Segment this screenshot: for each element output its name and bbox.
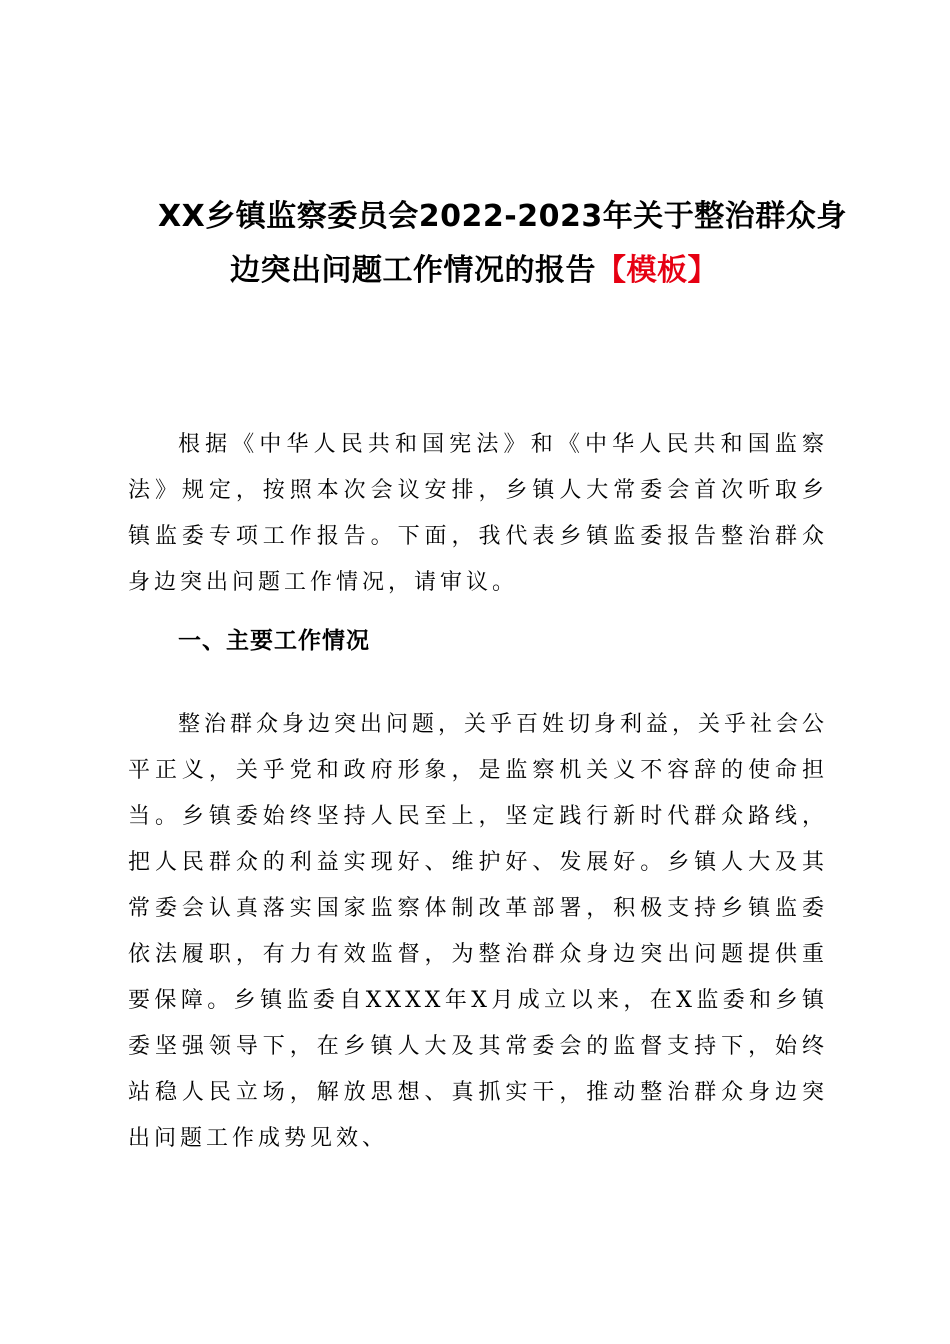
- title-line-2: [120, 244, 860, 298]
- document-title: [120, 190, 860, 298]
- section-heading: 一、主要工作情况: [178, 628, 370, 654]
- template-tag: 【模板】: [596, 253, 718, 288]
- intro-paragraph: 根据《中华人民共和国宪法》和《中华人民共和国监察法》规定，按照本次会议安排，乡镇人大常委会首次听取乡镇监委专项工作报告。下面，我代表乡镇监委报告整治群众身边突出问题工作情况，请审议。: [128, 432, 828, 595]
- section-body-paragraph: 整治群众身边突出问题，关乎百姓切身利益，关乎社会公平正义，关乎党和政府形象，是监察机关义不容辞的使命担当。乡镇委始终坚持人民至上，坚定践行新时代群众路线，把人民群众的利益实现好、维护好、发展好。乡镇人大及其常委会认真落实国家监察体制改革部署，积极支持乡镇监委依法履职，有力有效监督，为整治群众身边突出问题提供重要保障。乡镇监委自XXXX年X月成立以来，在X监委和乡镇委坚强领导下，在乡镇人大及其常委会的监督支持下，始终站稳人民立场，解放思想、真抓实干，推动整治群众身边突出问题工作成势见效、: [128, 712, 829, 1151]
- title-line-2-text: 边突出问题工作情况的报告: [230, 253, 596, 288]
- title-line-1: XX乡镇监察委员会2022-2023年关于整治群众身: [158, 199, 847, 234]
